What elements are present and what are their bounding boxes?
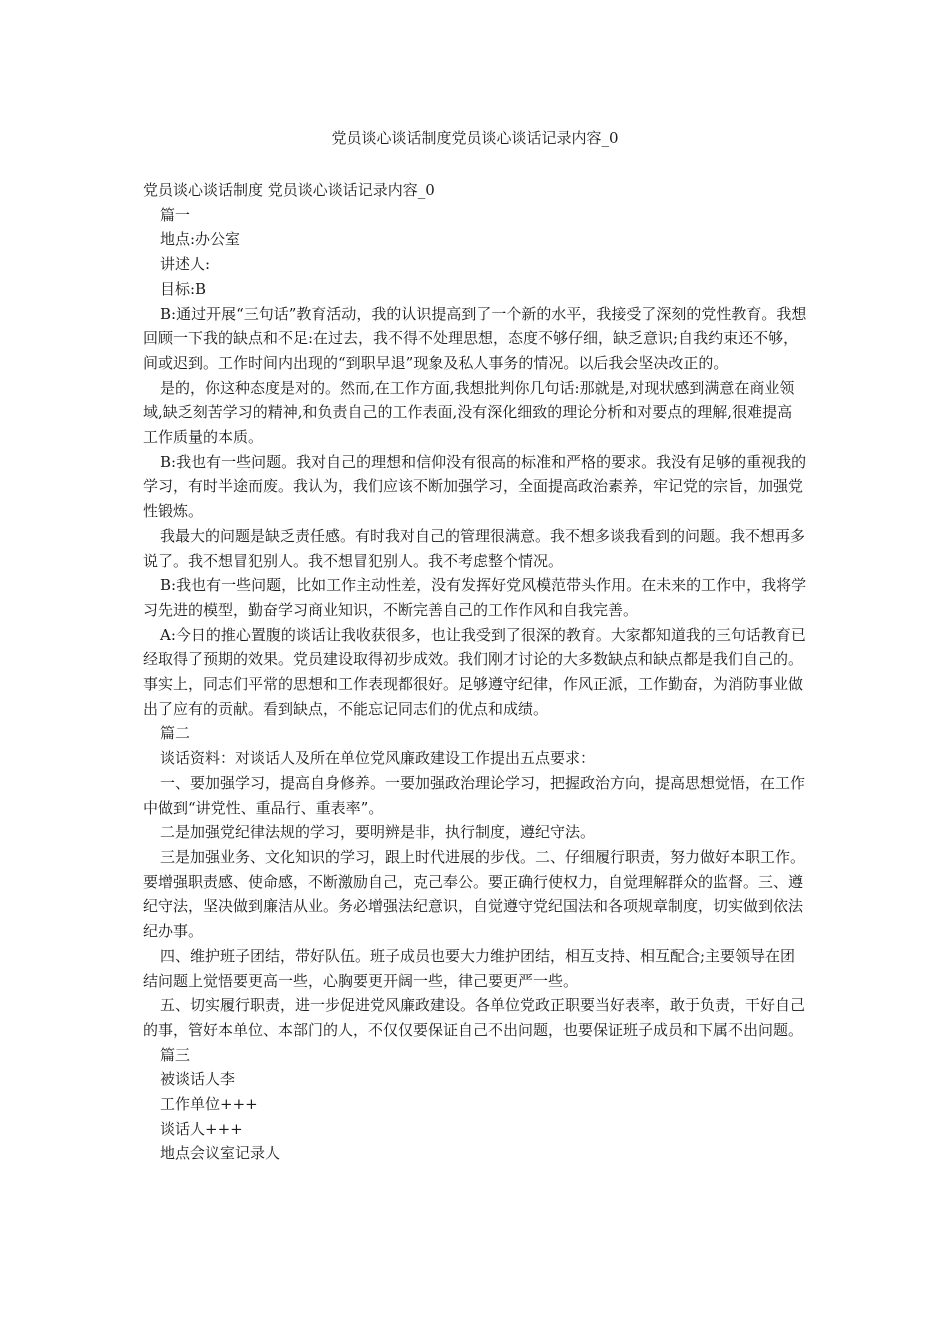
paragraph: 是的，你这种态度是对的。然而,在工作方面,我想批判你几句话:那就是,对现状感到满意在商业领域,缺乏刻苦学习的精神,和负责自己的工作表面,没有深化细致的理论分析和对要点的理解,很难提高工作质量的本质。 xyxy=(143,378,795,447)
page-title: 党员谈心谈话制度党员谈心谈话记录内容_0 xyxy=(331,129,619,147)
paragraph: 二是加强党纪律法规的学习，要明辨是非，执行制度，遵纪守法。 xyxy=(160,823,596,842)
paragraph: 地点:办公室 xyxy=(160,230,241,249)
paragraph: 被谈话人李 xyxy=(160,1070,236,1089)
paragraph: B:我也有一些问题，比如工作主动性差，没有发挥好党风模范带头作用。在未来的工作中，我将学习先进的模型，勤奋学习商业知识，不断完善自己的工作作风和自我完善。 xyxy=(143,576,807,619)
paragraph: B:通过开展“三句话”教育活动，我的认识提高到了一个新的水平，我接受了深刻的党性教育。我想回顾一下我的缺点和不足:在过去，我不得不处理思想，态度不够仔细，缺乏意识;自我约束还不够，间或迟到。工作时间内出现的“到职早退”现象及私人事务的情况。以后我会坚决改正的。 xyxy=(143,304,807,372)
paragraph: 目标:B xyxy=(160,279,207,298)
section-heading: 篇三 xyxy=(160,1045,191,1064)
paragraph: 三是加强业务、文化知识的学习，跟上时代进展的步伐。二、仔细履行职责，努力做好本职工作。要增强职责感、使命感，不断激励自己，克己奉公。要正确行使权力，自觉理解群众的监督。三、遵纪守法，坚决做到廉洁从业。务必增强法纪意识，自觉遵守党纪国法和各项规章制度，切实做到依法纪办事。 xyxy=(143,847,806,941)
paragraph: B:我也有一些问题。我对自己的理想和信仰没有很高的标准和严格的要求。我没有足够的重视我的学习，有时半途而废。我认为，我们应该不断加强学习，全面提高政治素养，牢记党的宗旨，加强党性锻炼。 xyxy=(143,452,807,521)
paragraph: 一、要加强学习，提高自身修养。一要加强政治理论学习，把握政治方向，提高思想觉悟，在工作中做到“讲党性、重品行、重表率”。 xyxy=(143,773,806,817)
paragraph: A:今日的推心置腹的谈话让我收获很多，也让我受到了很深的教育。大家都知道我的三句话教育已经取得了预期的效果。党员建设取得初步成效。我们刚才讨论的大多数缺点和缺点都是我们自己的。事实上，同志们平常的思想和工作表现都很好。足够遵守纪律，作风正派，工作勤奋，为消防事业做出了应有的贡献。看到缺点，不能忘记同志们的优点和成绩。 xyxy=(143,625,806,718)
document-subtitle: 党员谈心谈话制度 党员谈心谈话记录内容_0 xyxy=(143,181,435,199)
paragraph: 地点会议室记录人 xyxy=(160,1144,281,1163)
paragraph: 我最大的问题是缺乏责任感。有时我对自己的管理很满意。我不想多谈我看到的问题。我不想再多说了。我不想冒犯别人。我不想冒犯别人。我不考虑整个情况。 xyxy=(143,526,806,570)
section-heading: 篇一 xyxy=(160,205,191,224)
paragraph: 谈话人+++ xyxy=(160,1119,243,1138)
paragraph: 四、维护班子团结，带好队伍。班子成员也要大力维护团结，相互支持、相互配合;主要领导在团结问题上觉悟要更高一些，心胸要更开阔一些，律己要更严一些。 xyxy=(143,946,796,990)
paragraph: 谈话资料：对谈话人及所在单位党风廉政建设工作提出五点要求： xyxy=(160,749,596,768)
document-body xyxy=(143,178,807,1166)
paragraph: 工作单位+++ xyxy=(160,1095,258,1114)
paragraph: 五、切实履行职责，进一步促进党风廉政建设。各单位党政正职要当好表率，敢于负责，干好自己的事，管好本单位、本部门的人，不仅仅要保证自己不出问题，也要保证班子成员和下属不出问题。 xyxy=(143,996,806,1039)
paragraph: 讲述人: xyxy=(160,255,211,274)
section-heading: 篇二 xyxy=(160,724,191,743)
